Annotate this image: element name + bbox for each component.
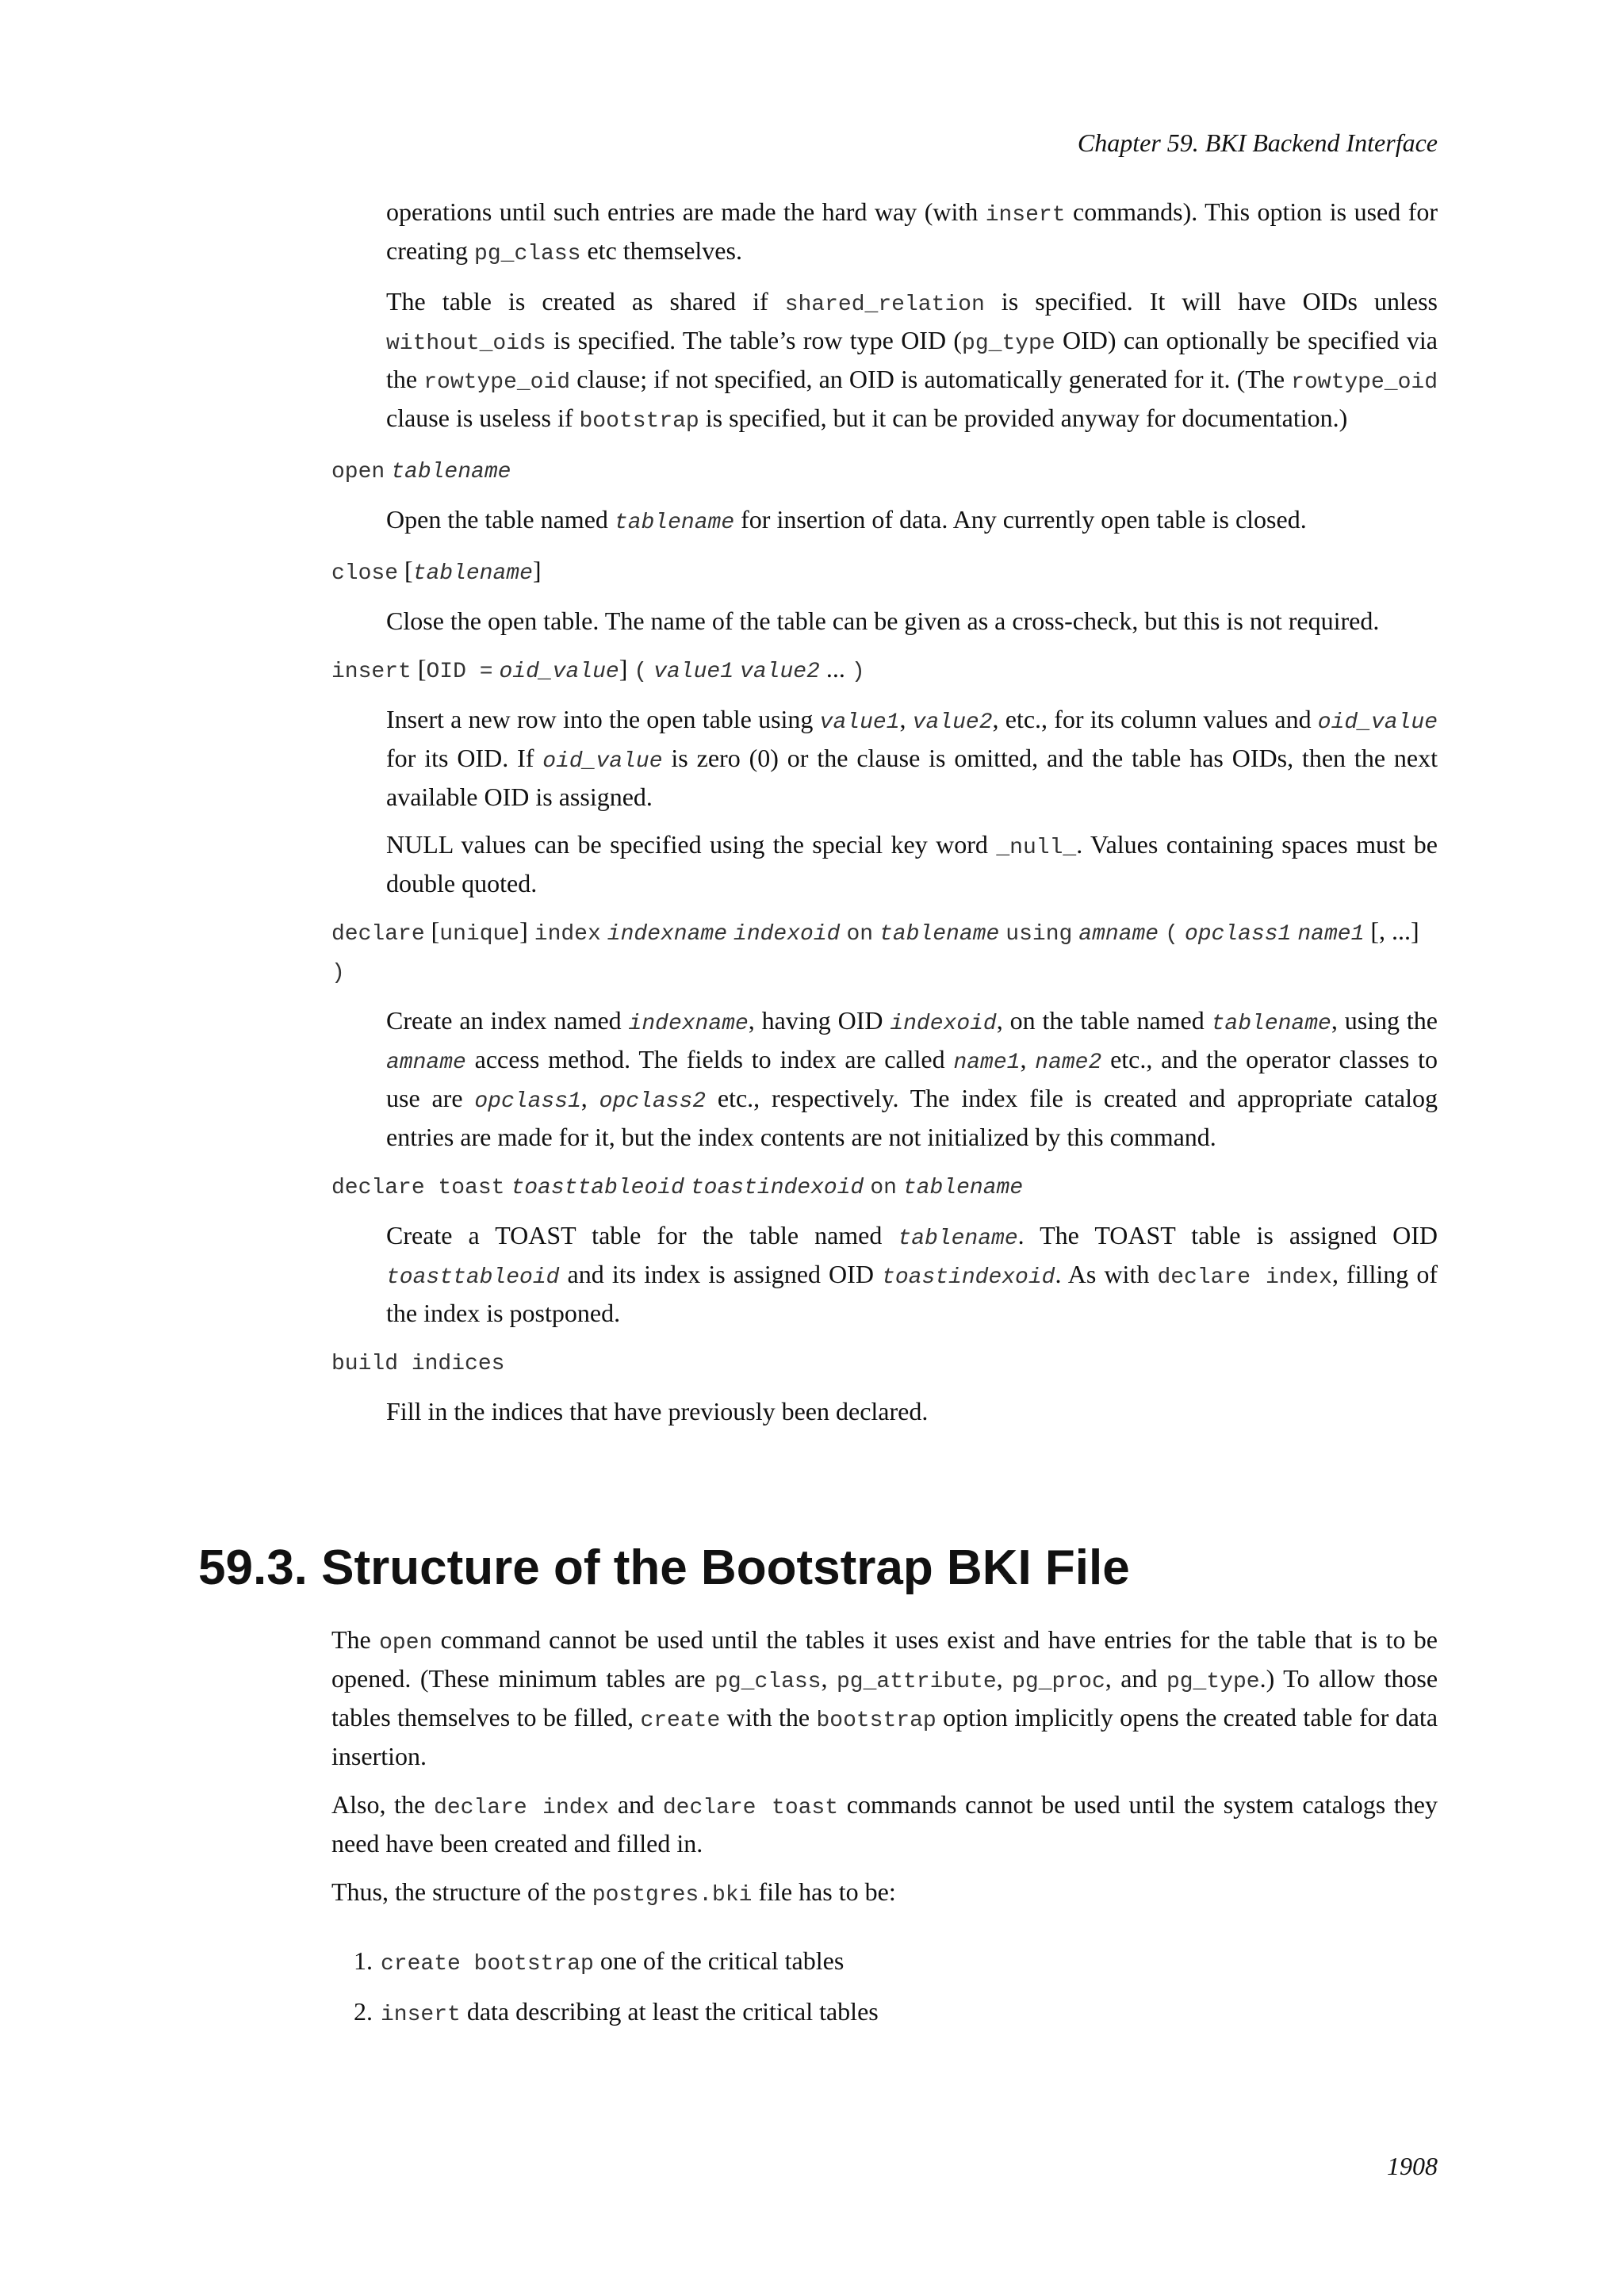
build-indices-command-description: Fill in the indices that have previously been declared. bbox=[386, 1397, 929, 1425]
insert-command-syntax: insert [OID = oid_value] ( value1 value2 ... ) bbox=[331, 654, 865, 684]
paragraph: The table is created as shared if shared_relation is specified. It will have OIDs unless without_oids is specified. The table’s row type OID (pg_type OID) can optionally be specified via the rowtype_oid clause; if not specified, an OID is automatically generated for it. (The rowtype_oid clause is useless if bootstrap is specified, but it can be provided anyway for documentation.) bbox=[386, 287, 1438, 434]
close-command-syntax: close [tablename] bbox=[331, 556, 542, 586]
paragraph: operations until such entries are made the hard way (with insert commands). This option is used for creating pg_class etc themselves. bbox=[386, 197, 1438, 266]
code-literal: bootstrap bbox=[579, 409, 699, 434]
paragraph: Also, the declare index and declare toast commands cannot be used until the system catalogs they need have been created and filled in. bbox=[331, 1790, 1438, 1858]
list-item: 2. insert data describing at least the critical tables bbox=[379, 1994, 1438, 2033]
code-literal: pg_class bbox=[474, 242, 581, 266]
close-command-description: Close the open table. The name of the table can be given as a cross-check, but this is not required. bbox=[386, 607, 1380, 635]
paragraph: Thus, the structure of the postgres.bki file has to be: bbox=[331, 1877, 896, 1908]
declare-toast-command-description: Create a TOAST table for the table named tablename. The TOAST table is assigned OID toasttableoid and its index is assigned OID toastindexoid. As with declare index, filling of the index is postponed. bbox=[386, 1221, 1438, 1327]
section-heading: 59.3. Structure of the Bootstrap BKI File bbox=[198, 1540, 1130, 1595]
declare-index-command-syntax: declare [unique] index indexname indexoid on tablename using amname ( opclass1 name1 [, ...] ) bbox=[331, 916, 1419, 985]
code-literal: insert bbox=[985, 203, 1066, 228]
command-list bbox=[331, 194, 1438, 1441]
code-literal: rowtype_oid bbox=[1291, 370, 1438, 395]
code-literal: rowtype_oid bbox=[423, 370, 571, 395]
numbered-list bbox=[331, 1943, 1438, 2033]
code-literal: shared_relation bbox=[784, 293, 985, 317]
paragraph: The open command cannot be used until the tables it uses exist and have entries for the table that is to be opened. (These minimum tables are pg_class, pg_attribute, pg_proc, and pg_type.) To allow those tables themselves to be filled, create with the bootstrap option implicitly opens the created table for data insertion. bbox=[331, 1625, 1438, 1770]
declare-toast-command-syntax: declare toast toasttableoid toastindexoid on tablename bbox=[331, 1176, 1024, 1200]
create-command-description bbox=[386, 194, 1438, 439]
declare-index-command-description: Create an index named indexname, having OID indexoid, on the table named tablename, using the amname access method. The fields to index are called name1, name2 etc., and the operator classes to use are opclass1, opclass2 etc., respectively. The index file is created and appropriate catalog entries are made for it, but the index contents are not initialized by this command. bbox=[386, 1006, 1438, 1151]
code-literal: without_oids bbox=[386, 331, 546, 356]
list-item: 1. create bootstrap one of the critical tables bbox=[379, 1943, 1438, 1982]
open-command-description: Open the table named tablename for insertion of data. Any currently open table is closed. bbox=[386, 505, 1307, 535]
section-body bbox=[331, 1622, 1438, 2045]
code-literal: pg_type bbox=[962, 331, 1055, 356]
open-command-syntax: open tablename bbox=[331, 460, 511, 484]
page-number: 1908 bbox=[1387, 2152, 1438, 2180]
running-header: Chapter 59. BKI Backend Interface bbox=[1077, 128, 1438, 157]
build-indices-command-syntax: build indices bbox=[331, 1352, 505, 1376]
insert-command-description: Insert a new row into the open table using value1, value2, etc., for its column values and oid_value for its OID. If oid_value is zero (0) or the clause is omitted, and the table has OIDs, then the next available OID is assigned. NULL values can be specified using the special key word _null_. Values containing spaces must be double quoted. bbox=[386, 705, 1438, 897]
